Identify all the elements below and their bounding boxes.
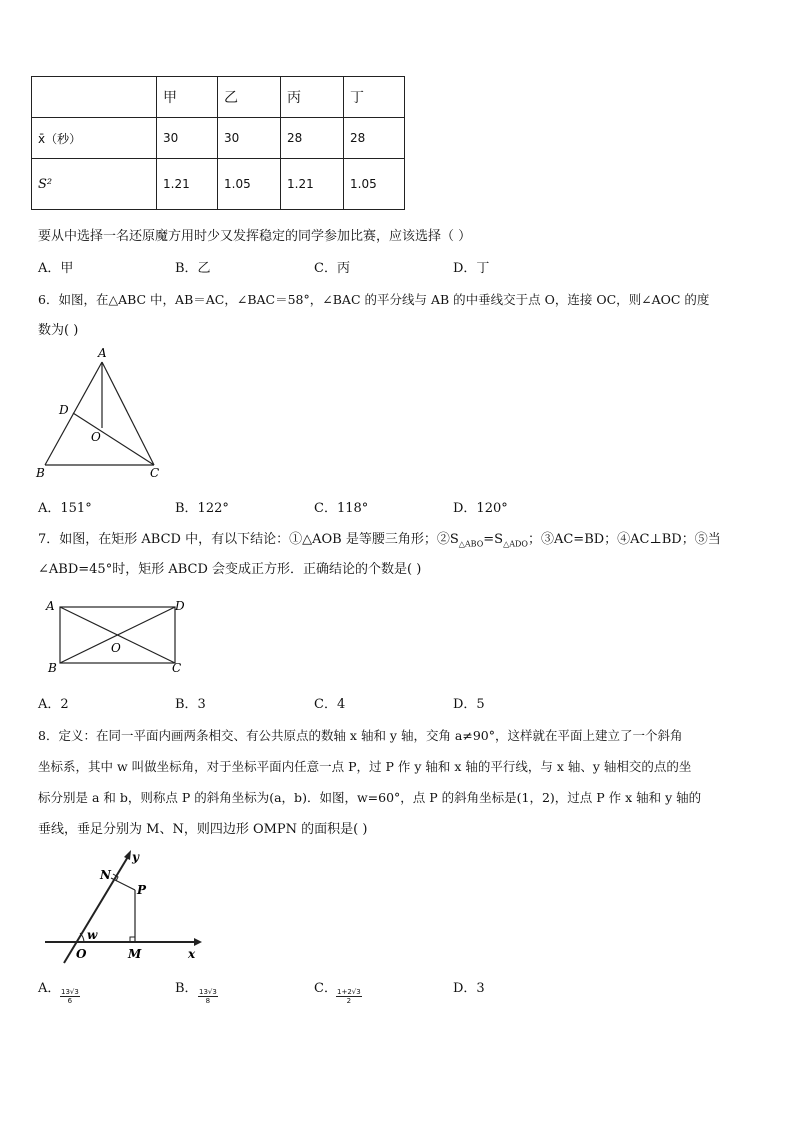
- table-cell: 丙: [281, 77, 344, 118]
- label-b: B: [36, 466, 45, 480]
- q7-option-b: B．3: [175, 697, 206, 712]
- question-7-stem-line1: [38, 528, 721, 549]
- q8-option-b-fraction: [198, 988, 218, 1005]
- label-n: N: [100, 868, 111, 882]
- segment-pn: [111, 878, 135, 890]
- fraction-numerator: 1+2√3: [337, 988, 361, 996]
- q7-option-a: A．2: [38, 697, 69, 712]
- label-o: O: [91, 430, 101, 444]
- table-row: [32, 77, 405, 118]
- stats-table: [31, 76, 405, 210]
- q8-option-c-fraction: [336, 988, 362, 1005]
- table-row: [32, 159, 405, 210]
- q8-option-a-fraction: [60, 988, 80, 1005]
- label-x: x: [188, 947, 196, 961]
- table-cell: 甲: [157, 77, 218, 118]
- q6-option-c: C．118°: [314, 501, 369, 516]
- question-8-line2: 坐标系，其中 w 叫做坐标角，对于坐标平面内任意一点 P，过 P 作 y 轴和 x 轴的平行线，与 x 轴、y 轴相交的点的坐: [38, 759, 692, 774]
- fraction-denominator: 8: [205, 997, 211, 1005]
- question-5-stem: 要从中选择一名还原魔方用时少又发挥稳定的同学参加比赛，应该选择（ ）: [38, 229, 472, 244]
- q6-option-a: A．151°: [38, 501, 92, 516]
- question-8-line4: 垂线，垂足分别为 M、N，则四边形 OMPN 的面积是( ): [38, 822, 368, 837]
- question-6-stem-line1: 6．如图，在△ABC 中，AB＝AC，∠BAC＝58°，∠BAC 的平分线与 AB 的中垂线交于点 O，连接 OC，则∠AOC 的度: [38, 292, 710, 307]
- question-6-stem-line2: 数为( ): [38, 323, 79, 338]
- q6-option-b: B．122°: [175, 501, 229, 516]
- table-cell: 丁: [344, 77, 405, 118]
- segment-dc: [73, 413, 154, 465]
- fraction-denominator: 2: [346, 997, 352, 1005]
- label-y: y: [132, 850, 139, 864]
- q5-option-d: D．丁: [453, 261, 490, 276]
- q7-stem-part: ；③AC=BD；④AC⊥BD；⑤当: [527, 532, 721, 547]
- q7-eq: =S: [483, 532, 504, 547]
- q8-option-c: C．: [314, 981, 337, 996]
- rectangle-figure: [40, 595, 200, 675]
- table-cell: 30: [157, 118, 218, 159]
- oblique-axes-figure: [40, 845, 210, 970]
- fraction-numerator: 13√3: [61, 988, 79, 996]
- label-c: C: [172, 661, 182, 675]
- q8-option-a: A．: [38, 981, 61, 996]
- q5-option-c: C．丙: [314, 261, 350, 276]
- question-8-line3: 标分别是 a 和 b，则称点 P 的斜角坐标为(a，b)．如图，w=60°，点 P 的斜角坐标是(1，2)，过点 P 作 x 轴和 y 轴的: [38, 790, 702, 805]
- side-ac: [102, 362, 154, 465]
- label-d: D: [175, 599, 185, 613]
- fraction-denominator: 6: [67, 997, 73, 1005]
- label-p: P: [137, 883, 147, 897]
- q8-option-d: D．3: [453, 981, 485, 996]
- fraction-numerator: 13√3: [199, 988, 217, 996]
- table-cell: 30: [218, 118, 281, 159]
- q8-option-b: B．: [175, 981, 198, 996]
- label-m: M: [128, 947, 142, 961]
- y-axis-arrow-icon: [124, 850, 131, 860]
- y-axis: [64, 855, 129, 963]
- label-c: C: [150, 466, 160, 480]
- label-b: B: [48, 661, 57, 675]
- label-a: A: [98, 346, 107, 360]
- q7-sub-abo: △ABO: [458, 539, 484, 549]
- q7-sub-ado: △ADO: [503, 539, 528, 549]
- q7-option-d: D．5: [453, 697, 485, 712]
- question-7-stem-line2: ∠ABD=45°时，矩形 ABCD 会变成正方形．正确结论的个数是( ): [38, 562, 422, 577]
- table-cell: 1.05: [344, 159, 405, 210]
- x-axis-arrow-icon: [194, 938, 202, 946]
- table-cell: 28: [281, 118, 344, 159]
- table-cell: 28: [344, 118, 405, 159]
- q5-option-a: A．甲: [38, 261, 74, 276]
- q6-option-d: D．120°: [453, 501, 508, 516]
- table-row: [32, 118, 405, 159]
- table-cell: 1.21: [281, 159, 344, 210]
- label-w: w: [87, 928, 98, 942]
- table-cell: [32, 77, 157, 118]
- question-8-line1: 8．定义：在同一平面内画两条相交、有公共原点的数轴 x 轴和 y 轴，交角 a≠90°，这样就在平面上建立了一个斜角: [38, 728, 683, 743]
- triangle-figure: [30, 345, 170, 480]
- q7-option-c: C．4: [314, 697, 346, 712]
- label-a: A: [46, 599, 55, 613]
- table-row-label: S²: [32, 159, 157, 210]
- label-o: O: [76, 947, 87, 961]
- label-o: O: [111, 641, 121, 655]
- table-cell: 1.05: [218, 159, 281, 210]
- table-cell: 1.21: [157, 159, 218, 210]
- table-row-label: x̄（秒）: [32, 118, 157, 159]
- label-d: D: [59, 403, 69, 417]
- q5-option-b: B．乙: [175, 261, 211, 276]
- q7-stem-part: 7．如图，在矩形 ABCD 中，有以下结论：①△AOB 是等腰三角形；②S: [38, 532, 459, 547]
- table-cell: 乙: [218, 77, 281, 118]
